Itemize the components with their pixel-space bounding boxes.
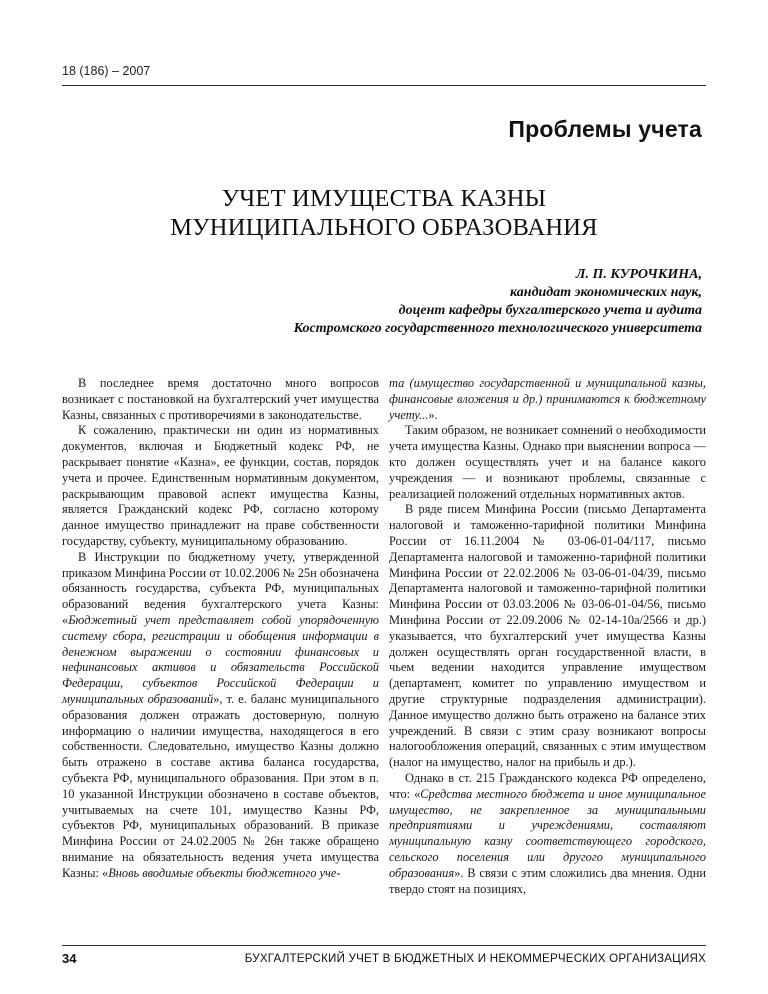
text-run: », т. е. баланс муниципального образования должен отражать достоверную, полную информацию о наличии имущества, находящегося в его собственности. Следовательно, имущество Казны должно быть отражено в составе актива баланса государства, субъекта РФ, муниципального образования. При этом в п. 10 указанной Инструкции обозначено в составе объектов, учитываемых на счете 101, имущество Казны РФ, субъектов РФ, муниципальных образований. В приказе Минфина России от 24.02.2005 № 26н также обращено внимание на обязательность ведения учета имущества Казны: « xyxy=(62,691,379,880)
paragraph xyxy=(389,771,706,897)
quote-italic: Бюджетный учет представляет собой упорядоченную систему сбора, регистрации и обобщения информации в денежном выражении о состоянии финансовых и нефинансовых активов и обязательств Российской Федерации, субъектов Российской Федерации и муниципальных образований xyxy=(62,612,379,706)
quote-italic: Вновь вводимые объекты бюджетного уче- xyxy=(108,865,341,880)
paragraph: В ряде писем Минфина России (письмо Департамента налоговой и таможенно-тарифной политики Минфина России от 16.11.2004 № 03-06-01-04/117, письмо Департамента налоговой и таможенно-тарифной политики Минфина России от 22.02.2006 № 03-06-01-04/39, письмо Департамента налоговой и таможенно-тарифной политики Минфина России от 03.03.2006 № 03-06-01-04/56, письмо Минфина России от 22.09.2006 № 02-14-10а/2566 и др.) указывается, что бухгалтерский учет имущества Казны должен осуществлять орган государственной власти, в чьем ведении находится управление имуществом (департамент, комитет по управлению имуществом и другие структурные подразделения администрации). Данное имущество должно быть отражено на балансе этих учреждений. В связи с этим сразу возникают вопросы налогообложения операций, связанных с этим имуществом (налог на имущество, налог на прибыль и др.). xyxy=(389,502,706,770)
paragraph: К сожалению, практически ни один из нормативных документов, включая и Бюджетный кодекс РФ, не раскрывает понятие «Казна», ее функции, состав, порядок учета и прочее. Единственным нормативным документом, раскрывающим правовой аспект имущества Казны, является Гражданский кодекс РФ, согласно которому данное имущество принадлежит на праве собственности государству, субъекту, муниципальному образованию. xyxy=(62,423,379,548)
author-name: Л. П. КУРОЧКИНА, xyxy=(575,267,702,282)
paragraph xyxy=(389,376,706,423)
paragraph xyxy=(62,550,379,882)
text-run: ». В связи с этим сложились два мнения. Одни твердо стоят на позициях, xyxy=(389,865,706,896)
text-run: ». xyxy=(428,407,438,422)
author-affiliation: Костромского государственного технологического университета xyxy=(293,321,702,336)
article-title-line-2: МУНИЦИПАЛЬНОГО ОБРАЗОВАНИЯ xyxy=(170,214,598,241)
text-run: Однако в ст. 215 Гражданского кодекса РФ определено, что: « xyxy=(389,770,706,801)
author-block xyxy=(294,266,702,338)
right-column xyxy=(389,376,706,897)
text-run: В Инструкции по бюджетному учету, утвержденной приказом Минфина России от 10.02.2006 № 25н обозначена обязанность государства, субъекта РФ, муниципальных образований ведения бухгалтерского учета Казны: « xyxy=(62,549,379,627)
header-divider xyxy=(62,85,706,86)
issue-number: 18 (186) – 2007 xyxy=(62,64,151,78)
paragraph: Таким образом, не возникает сомнений о необходимости учета имущества Казны. Однако при выяснении вопроса — кто должен осуществлять учет и на балансе какого учреждения — и возникают проблемы, связанные с реализацией положений отдельных нормативных актов. xyxy=(389,423,706,501)
left-column xyxy=(62,376,379,882)
article-title xyxy=(62,184,706,242)
author-position: доцент кафедры бухгалтерского учета и аудита xyxy=(398,303,702,318)
author-degree: кандидат экономических наук, xyxy=(510,285,702,300)
article-title-line-1: УЧЕТ ИМУЩЕСТВА КАЗНЫ xyxy=(221,185,547,212)
journal-title: БУХГАЛТЕРСКИЙ УЧЕТ В БЮДЖЕТНЫХ И НЕКОММЕРЧЕСКИХ ОРГАНИЗАЦИЯХ xyxy=(244,952,706,965)
page-number: 34 xyxy=(62,951,77,966)
footer-divider xyxy=(62,945,706,946)
paragraph: В последнее время достаточно много вопросов возникает с постановкой на бухгалтерский учет имущества Казны, связанных с противоречиями в законодательстве. xyxy=(62,376,379,422)
quote-italic: та (имущество государственной и муниципальной казны, финансовые вложения и др.) принимаются к бюджетному учету... xyxy=(389,376,706,422)
quote-italic: Средства местного бюджета и иное муниципальное имущество, не закрепленное за муниципальными предприятиями и учреждениями, составляют муниципальную казну соответствующего городского, сельского поселения или другого муниципального образования xyxy=(389,786,706,880)
section-title: Проблемы учета xyxy=(508,116,702,142)
